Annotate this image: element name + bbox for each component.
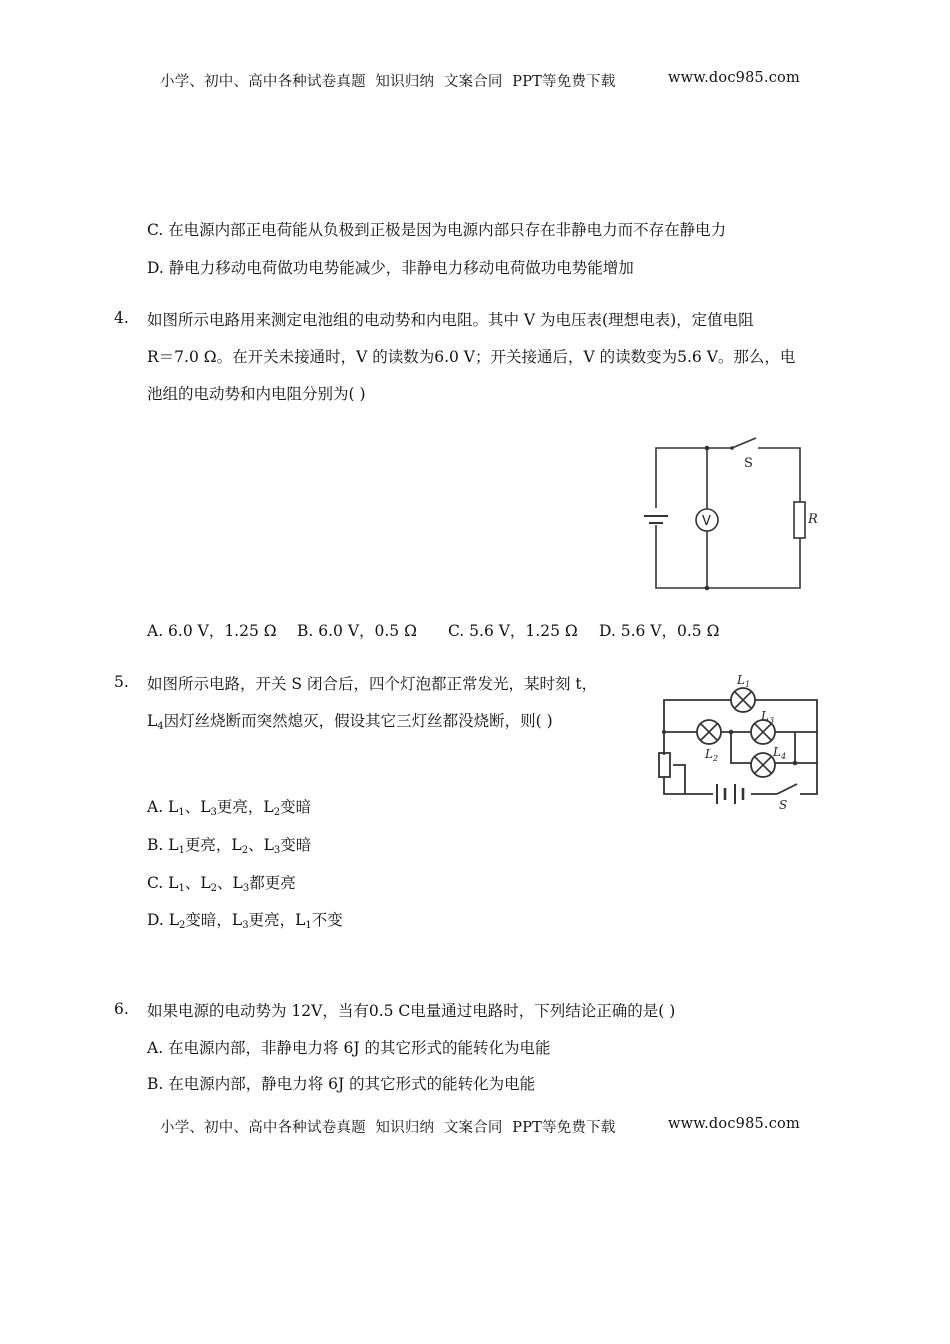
q4-option-a: A. 6.0 V，1.25 Ω <box>147 622 277 640</box>
header-text: 小学、初中、高中各种试卷真题 知识归纳 文案合同 PPT等免费下载 <box>160 74 616 90</box>
q5-label-l1: L <box>737 673 745 687</box>
q4-switch-label: S <box>744 456 753 471</box>
q6-number: 6. <box>114 1000 129 1018</box>
svg-text:L2: $L_2$ <box>705 747 719 763</box>
q4-circuit-diagram <box>640 430 820 595</box>
footer-text: 小学、初中、高中各种试卷真题 知识归纳 文案合同 PPT等免费下载 <box>160 1120 616 1136</box>
q5-label-switch: S <box>779 798 788 812</box>
q3-option-c: C. 在电源内部正电荷能从负极到正极是因为电源内部只存在非静电力而不存在静电力 <box>147 221 727 239</box>
q3-option-d: D. 静电力移动电荷做功电势能减少，非静电力移动电荷做功电势能增加 <box>147 259 634 277</box>
q6-option-b: B. 在电源内部，静电力将 6J 的其它形式的能转化为电能 <box>147 1075 536 1093</box>
svg-text:L3: $L_3$ <box>761 709 775 725</box>
svg-text:L4: $L_4$ <box>773 745 787 761</box>
q4-option-b: B. 6.0 V，0.5 Ω <box>297 622 417 640</box>
q6-option-a: A. 在电源内部，非静电力将 6J 的其它形式的能转化为电能 <box>147 1039 551 1057</box>
q5-stem-line2: $L_4$因灯丝烧断而突然熄灭，假设其它三灯丝都没烧断，则( ) <box>147 712 553 732</box>
q4-meter-label: V <box>702 514 711 529</box>
q4-stem-line1: 如图所示电路用来测定电池组的电动势和内电阻。其中 V 为电压表(理想电表)，定值电阻 <box>147 311 754 329</box>
q4-stem-line3: 池组的电动势和内电阻分别为( ) <box>147 385 366 403</box>
q5-number: 5. <box>114 673 129 691</box>
q6-stem: 如果电源的电动势为 12V，当有0.5 C电量通过电路时，下列结论正确的是( ) <box>147 1002 676 1020</box>
footer-url[interactable]: www.doc985.com <box>668 1116 800 1132</box>
q4-stem-line2: R＝7.0 Ω。在开关未接通时，V 的读数为6.0 V；开关接通后，V 的读数变为5.6 V。那么，电 <box>147 348 796 366</box>
header-url[interactable]: www.doc985.com <box>668 70 800 86</box>
q4-option-d: D. 5.6 V，0.5 Ω <box>599 622 720 640</box>
q5-option-c: C. $L_1$、$L_2$、$L_3$都更亮 <box>147 874 296 894</box>
q4-resistor-label: R <box>808 512 818 527</box>
q5-circuit-diagram <box>655 670 835 815</box>
q5-option-d: D. $L_2$变暗，$L_3$更亮，$L_1$不变 <box>147 911 343 931</box>
q4-option-c: C. 5.6 V，1.25 Ω <box>448 622 578 640</box>
q5-label-l4: L <box>773 745 781 759</box>
q5-option-a: A. $L_1$、$L_3$更亮，$L_2$变暗 <box>147 798 312 818</box>
q5-option-b: B. $L_1$更亮，$L_2$、$L_3$变暗 <box>147 836 312 856</box>
svg-text:L1: $L_1$ <box>737 673 751 689</box>
q4-number: 4. <box>114 309 129 327</box>
q5-label-l3: L <box>761 709 769 723</box>
q5-label-l2: L <box>705 747 713 761</box>
q5-stem-line1: 如图所示电路，开关 S 闭合后，四个灯泡都正常发光，某时刻 t， <box>147 675 598 693</box>
